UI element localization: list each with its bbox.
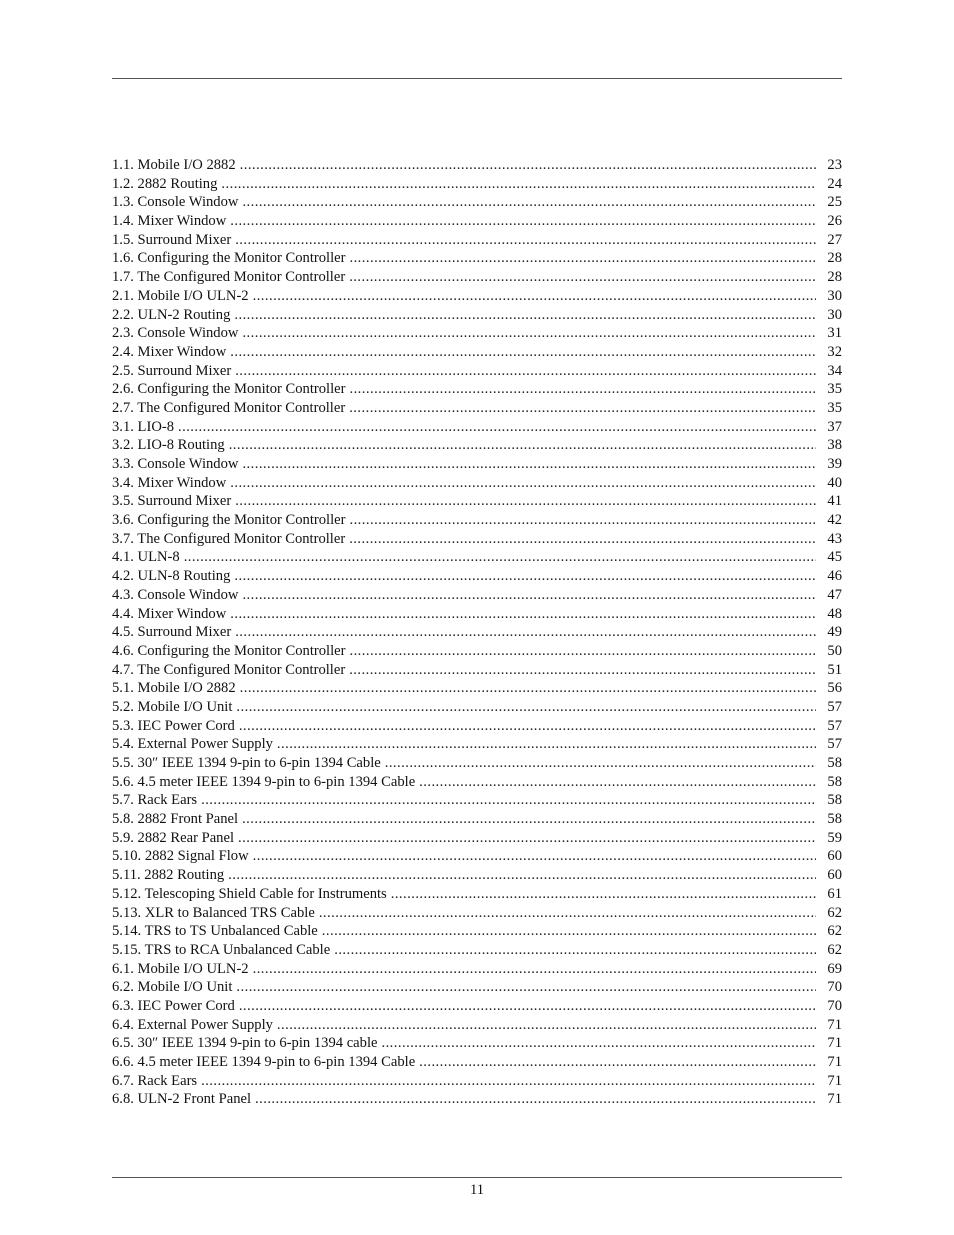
- toc-entry-page: 30: [827, 306, 842, 323]
- toc-entry-label: 5.10. 2882 Signal Flow: [112, 848, 249, 865]
- toc-entry-label: 1.2. 2882 Routing: [112, 175, 218, 192]
- toc-dot-leader: [349, 642, 816, 661]
- toc-entry-label: 1.6. Configuring the Monitor Controller: [112, 250, 346, 267]
- toc-entry[interactable]: [112, 306, 842, 325]
- toc-dot-leader: [242, 586, 816, 605]
- toc-entry-label: 5.3. IEC Power Cord: [112, 717, 235, 734]
- toc-entry[interactable]: [112, 847, 842, 866]
- toc-dot-leader: [349, 380, 816, 399]
- toc-entry-page: 27: [827, 231, 842, 248]
- toc-entry[interactable]: [112, 511, 842, 530]
- toc-entry[interactable]: [112, 978, 842, 997]
- toc-entry-page: 43: [827, 530, 842, 547]
- toc-dot-leader: [253, 847, 816, 866]
- toc-entry[interactable]: [112, 735, 842, 754]
- toc-entry-label: 5.9. 2882 Rear Panel: [112, 829, 234, 846]
- toc-entry-page: 62: [827, 941, 842, 958]
- toc-entry[interactable]: [112, 997, 842, 1016]
- toc-entry-page: 61: [827, 885, 842, 902]
- toc-entry-page: 50: [827, 642, 842, 659]
- toc-entry-label: 6.8. ULN-2 Front Panel: [112, 1091, 252, 1108]
- toc-entry-page: 58: [827, 755, 842, 771]
- toc-entry-page: 70: [827, 979, 842, 996]
- toc-entry-label: 3.4. Mixer Window: [112, 474, 227, 491]
- toc-entry[interactable]: [112, 249, 842, 268]
- toc-dot-leader: [242, 324, 816, 343]
- toc-entry-page: 57: [827, 717, 842, 734]
- toc-entry-page: 60: [827, 848, 842, 865]
- toc-dot-leader: [184, 548, 816, 567]
- toc-entry-label: 1.5. Surround Mixer: [112, 231, 232, 248]
- toc-entry-page: 58: [827, 811, 842, 828]
- toc-dot-leader: [385, 754, 816, 773]
- toc-entry-label: 1.4. Mixer Window: [112, 213, 227, 230]
- toc-entry-label: 5.2. Mobile I/O Unit: [112, 698, 233, 715]
- toc-entry[interactable]: [112, 362, 842, 381]
- toc-entry-label: 6.2. Mobile I/O Unit: [112, 979, 233, 996]
- toc-entry[interactable]: [112, 661, 842, 680]
- toc-dot-leader: [240, 679, 816, 698]
- toc-entry-page: 62: [827, 904, 842, 921]
- toc-dot-leader: [239, 997, 816, 1016]
- toc-entry-page: 41: [827, 493, 842, 510]
- toc-entry[interactable]: [112, 829, 842, 848]
- toc-entry-label: 3.6. Configuring the Monitor Controller: [112, 512, 346, 529]
- toc-dot-leader: [349, 530, 816, 549]
- toc-dot-leader: [235, 362, 816, 381]
- toc-dot-leader: [238, 829, 816, 848]
- toc-entry[interactable]: [112, 193, 842, 212]
- toc-entry[interactable]: [112, 567, 842, 586]
- toc-entry-label: 2.2. ULN-2 Routing: [112, 306, 231, 323]
- toc-entry-page: 24: [827, 175, 842, 192]
- toc-entry-page: 49: [827, 624, 842, 641]
- toc-entry-label: 4.5. Surround Mixer: [112, 624, 232, 641]
- toc-dot-leader: [349, 268, 816, 287]
- toc-entry[interactable]: [112, 922, 842, 941]
- toc-dot-leader: [242, 455, 816, 474]
- toc-entry-label: 2.7. The Configured Monitor Controller: [112, 399, 346, 416]
- toc-entry-label: 2.4. Mixer Window: [112, 343, 227, 360]
- header-rule: [112, 78, 842, 79]
- page-number: 11: [469, 1182, 485, 1198]
- toc-entry-label: 4.7. The Configured Monitor Controller: [112, 661, 346, 678]
- toc-entry-label: 2.6. Configuring the Monitor Controller: [112, 381, 346, 398]
- toc-entry-page: 34: [827, 362, 842, 379]
- toc-entry[interactable]: [112, 586, 842, 605]
- toc-entry-page: 31: [827, 325, 842, 342]
- toc-dot-leader: [234, 306, 816, 325]
- toc-entry[interactable]: [112, 530, 842, 549]
- toc-entry[interactable]: [112, 810, 842, 829]
- toc-dot-leader: [229, 436, 816, 455]
- toc-entry-page: 57: [827, 736, 842, 753]
- toc-dot-leader: [235, 492, 816, 511]
- toc-dot-leader: [230, 343, 816, 362]
- toc-entry-page: 46: [827, 568, 842, 585]
- toc-entry[interactable]: [112, 324, 842, 343]
- toc-entry[interactable]: [112, 548, 842, 567]
- toc-dot-leader: [230, 605, 816, 624]
- toc-entry-label: 2.5. Surround Mixer: [112, 362, 232, 379]
- toc-entry[interactable]: [112, 698, 842, 717]
- toc-entry-label: 1.7. The Configured Monitor Controller: [112, 269, 346, 286]
- toc-dot-leader: [234, 567, 816, 586]
- toc-dot-leader: [334, 941, 816, 960]
- toc-entry-page: 62: [827, 923, 842, 940]
- toc-dot-leader: [277, 1016, 816, 1035]
- toc-entry-label: 5.1. Mobile I/O 2882: [112, 680, 236, 697]
- toc-entry-label: 3.5. Surround Mixer: [112, 493, 232, 510]
- footer-rule: [112, 1177, 842, 1178]
- toc-entry-page: 48: [827, 605, 842, 622]
- toc-entry-label: 3.2. LIO-8 Routing: [112, 437, 225, 454]
- toc-dot-leader: [236, 698, 816, 717]
- toc-entry-label: 5.13. XLR to Balanced TRS Cable: [112, 904, 315, 921]
- list-of-figures: [112, 156, 842, 1109]
- toc-entry[interactable]: [112, 1090, 842, 1109]
- toc-entry-page: 51: [827, 661, 842, 678]
- toc-entry-label: 4.3. Console Window: [112, 586, 239, 603]
- toc-dot-leader: [381, 1034, 816, 1053]
- toc-entry-page: 71: [827, 1054, 842, 1070]
- toc-entry-page: 56: [827, 680, 842, 697]
- toc-dot-leader: [349, 661, 816, 680]
- toc-dot-leader: [253, 960, 816, 979]
- toc-entry-label: 5.4. External Power Supply: [112, 736, 273, 753]
- toc-entry[interactable]: [112, 399, 842, 418]
- toc-entry-page: 23: [827, 157, 842, 173]
- toc-entry-label: 2.3. Console Window: [112, 325, 239, 342]
- toc-entry[interactable]: [112, 380, 842, 399]
- toc-entry[interactable]: [112, 1053, 842, 1072]
- toc-entry[interactable]: [112, 343, 842, 362]
- toc-entry[interactable]: [112, 1072, 842, 1091]
- toc-dot-leader: [201, 1072, 816, 1091]
- toc-dot-leader: [349, 511, 816, 530]
- toc-dot-leader: [319, 904, 816, 923]
- toc-entry-label: 5.5. 30″ IEEE 1394 9-pin to 6-pin 1394 Cable: [112, 755, 381, 771]
- toc-dot-leader: [419, 1053, 816, 1072]
- toc-entry[interactable]: [112, 941, 842, 960]
- toc-entry-page: 28: [827, 269, 842, 286]
- toc-dot-leader: [236, 978, 816, 997]
- toc-entry[interactable]: [112, 960, 842, 979]
- toc-dot-leader: [230, 474, 816, 493]
- toc-entry-label: 6.1. Mobile I/O ULN-2: [112, 960, 249, 977]
- toc-entry-page: 42: [827, 512, 842, 529]
- toc-dot-leader: [239, 717, 816, 736]
- toc-entry-label: 4.6. Configuring the Monitor Controller: [112, 642, 346, 659]
- toc-dot-leader: [242, 193, 816, 212]
- toc-entry-label: 1.1. Mobile I/O 2882: [112, 157, 236, 173]
- toc-entry-page: 69: [827, 960, 842, 977]
- toc-entry[interactable]: [112, 268, 842, 287]
- toc-entry-page: 32: [827, 343, 842, 360]
- toc-entry-label: 4.1. ULN-8: [112, 549, 180, 566]
- toc-entry[interactable]: [112, 885, 842, 904]
- toc-entry-label: 5.6. 4.5 meter IEEE 1394 9-pin to 6-pin 1394 Cable: [112, 773, 416, 790]
- toc-entry-label: 6.3. IEC Power Cord: [112, 997, 235, 1014]
- toc-entry[interactable]: [112, 175, 842, 194]
- toc-dot-leader: [240, 156, 816, 175]
- toc-entry-page: 40: [827, 474, 842, 491]
- toc-entry-label: 6.6. 4.5 meter IEEE 1394 9-pin to 6-pin 1394 Cable: [112, 1054, 416, 1070]
- toc-entry[interactable]: [112, 156, 842, 175]
- toc-dot-leader: [178, 418, 816, 437]
- toc-entry[interactable]: [112, 212, 842, 231]
- toc-entry[interactable]: [112, 623, 842, 642]
- toc-entry-label: 6.5. 30″ IEEE 1394 9-pin to 6-pin 1394 cable: [112, 1035, 378, 1052]
- toc-entry-label: 3.7. The Configured Monitor Controller: [112, 530, 346, 547]
- toc-entry[interactable]: [112, 231, 842, 250]
- toc-entry-label: 5.11. 2882 Routing: [112, 867, 225, 884]
- toc-dot-leader: [201, 791, 816, 810]
- toc-dot-leader: [242, 810, 816, 829]
- toc-entry-page: 71: [827, 1072, 842, 1089]
- toc-entry-page: 71: [827, 1091, 842, 1108]
- toc-entry-page: 58: [827, 773, 842, 790]
- toc-entry-label: 4.4. Mixer Window: [112, 605, 227, 622]
- toc-entry-page: 71: [827, 1016, 842, 1033]
- toc-entry-page: 47: [827, 586, 842, 603]
- toc-dot-leader: [349, 399, 816, 418]
- toc-dot-leader: [235, 623, 816, 642]
- toc-entry-page: 58: [827, 792, 842, 809]
- toc-entry-label: 6.4. External Power Supply: [112, 1016, 273, 1033]
- toc-entry-label: 5.8. 2882 Front Panel: [112, 811, 239, 828]
- toc-dot-leader: [255, 1090, 816, 1109]
- toc-entry[interactable]: [112, 791, 842, 810]
- toc-entry-label: 5.14. TRS to TS Unbalanced Cable: [112, 923, 318, 940]
- toc-entry[interactable]: [112, 287, 842, 306]
- toc-entry[interactable]: [112, 642, 842, 661]
- toc-entry-page: 59: [827, 829, 842, 846]
- toc-entry[interactable]: [112, 455, 842, 474]
- toc-dot-leader: [277, 735, 816, 754]
- toc-entry-label: 5.7. Rack Ears: [112, 792, 198, 809]
- toc-dot-leader: [322, 922, 816, 941]
- toc-dot-leader: [253, 287, 816, 306]
- toc-dot-leader: [391, 885, 816, 904]
- toc-entry[interactable]: [112, 773, 842, 792]
- toc-entry-page: 71: [827, 1035, 842, 1052]
- toc-entry-label: 2.1. Mobile I/O ULN-2: [112, 287, 249, 304]
- toc-entry-label: 5.15. TRS to RCA Unbalanced Cable: [112, 941, 331, 958]
- toc-entry-page: 26: [827, 213, 842, 230]
- toc-entry-label: 1.3. Console Window: [112, 194, 239, 211]
- toc-entry[interactable]: [112, 492, 842, 511]
- toc-entry[interactable]: [112, 679, 842, 698]
- toc-entry[interactable]: [112, 904, 842, 923]
- toc-entry[interactable]: [112, 605, 842, 624]
- toc-entry-page: 25: [827, 194, 842, 211]
- toc-entry-page: 35: [827, 381, 842, 398]
- toc-entry[interactable]: [112, 866, 842, 885]
- toc-entry-page: 28: [827, 250, 842, 267]
- toc-entry-page: 38: [827, 437, 842, 454]
- toc-dot-leader: [230, 212, 816, 231]
- toc-entry-page: 57: [827, 698, 842, 715]
- toc-entry-label: 6.7. Rack Ears: [112, 1072, 198, 1089]
- toc-entry-page: 39: [827, 456, 842, 472]
- toc-dot-leader: [221, 175, 816, 194]
- toc-dot-leader: [235, 231, 816, 250]
- toc-entry[interactable]: [112, 1034, 842, 1053]
- toc-entry-page: 70: [827, 997, 842, 1014]
- toc-entry[interactable]: [112, 436, 842, 455]
- toc-entry-page: 35: [827, 399, 842, 416]
- toc-entry-page: 45: [827, 549, 842, 566]
- toc-entry-label: 3.1. LIO-8: [112, 418, 175, 435]
- toc-entry-page: 37: [827, 418, 842, 435]
- toc-entry[interactable]: [112, 754, 842, 773]
- toc-entry[interactable]: [112, 717, 842, 736]
- toc-entry[interactable]: [112, 418, 842, 437]
- toc-entry-page: 30: [827, 287, 842, 304]
- toc-dot-leader: [228, 866, 816, 885]
- toc-entry-label: 3.3. Console Window: [112, 456, 239, 472]
- toc-entry[interactable]: [112, 474, 842, 493]
- toc-entry-page: 60: [827, 867, 842, 884]
- toc-dot-leader: [349, 249, 816, 268]
- toc-entry-label: 4.2. ULN-8 Routing: [112, 568, 231, 585]
- toc-entry[interactable]: [112, 1016, 842, 1035]
- toc-dot-leader: [419, 773, 816, 792]
- toc-entry-label: 5.12. Telescoping Shield Cable for Instruments: [112, 885, 387, 902]
